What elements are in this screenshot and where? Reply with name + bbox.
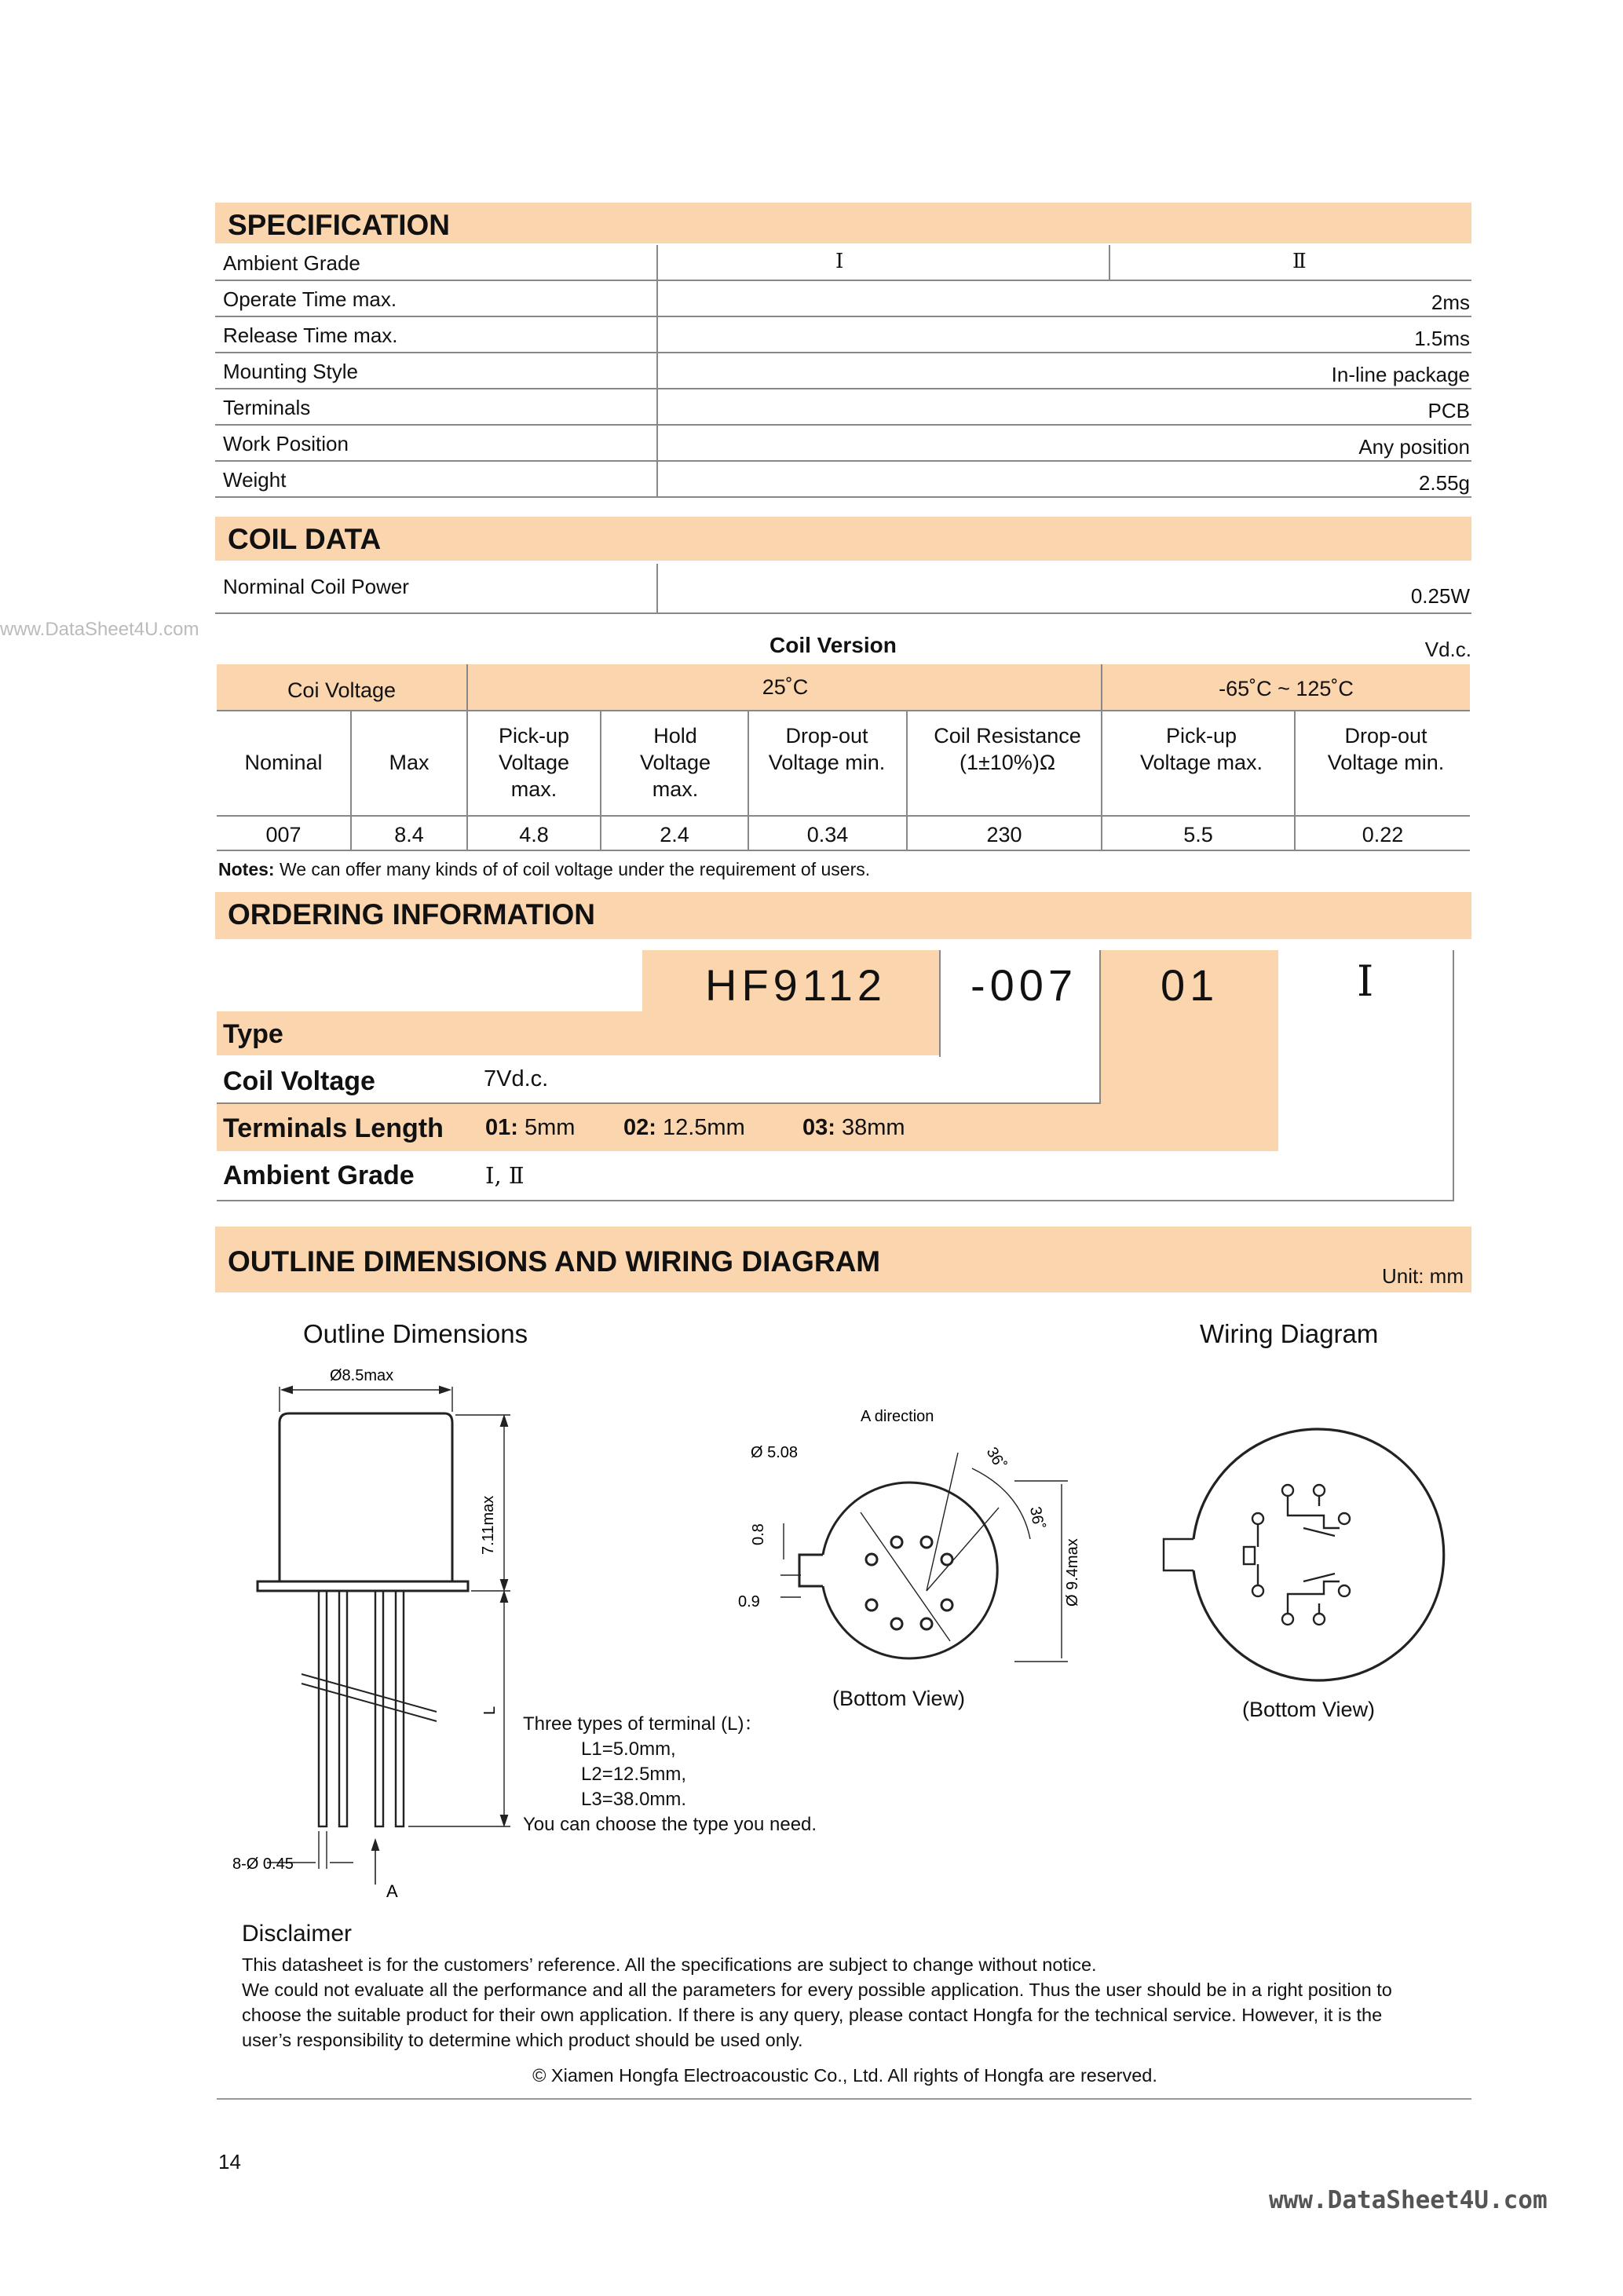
disclaimer-body xyxy=(242,1952,1467,2053)
spec-row xyxy=(215,426,1471,462)
option-value: 38mm xyxy=(835,1115,905,1140)
divider xyxy=(217,1200,1454,1201)
cell-dropout-range: 0.22 xyxy=(1362,823,1404,846)
terminal-types-note xyxy=(523,1712,817,1837)
coil-power-row xyxy=(215,564,1471,614)
disclaimer-line: This datasheet is for the customers’ reference. All the specifications are subject to change without notice. xyxy=(242,1954,1097,1975)
divider xyxy=(1453,950,1454,1201)
coil-data-title: COIL DATA xyxy=(228,523,382,555)
code-length: 01 xyxy=(1161,960,1219,1010)
outline-header xyxy=(215,1227,1471,1292)
terminal-types-line: You can choose the type you need. xyxy=(523,1814,817,1835)
spec-label: Mounting Style xyxy=(223,360,358,383)
spec-value: Any position xyxy=(1358,435,1470,459)
divider xyxy=(1101,664,1102,710)
divider xyxy=(217,710,1470,711)
divider xyxy=(656,564,658,612)
dim-pins: 8-Ø 0.45 xyxy=(232,1855,294,1873)
coil-power-label: Norminal Coil Power xyxy=(223,575,409,598)
coil-voltage-header: Coi Voltage xyxy=(287,678,397,702)
code-voltage: -007 xyxy=(971,960,1078,1010)
divider xyxy=(1109,245,1110,281)
term-option-01 xyxy=(485,1115,575,1141)
spec-row xyxy=(215,281,1471,317)
specification-title: SPECIFICATION xyxy=(228,209,450,241)
dim-diameter: Ø8.5max xyxy=(330,1367,394,1384)
terminal-types-line: Three types of terminal (L)： xyxy=(523,1713,763,1735)
page-number: 14 xyxy=(218,2150,241,2174)
coil-power-value: 0.25W xyxy=(1410,584,1470,608)
notes-text: We can offer many kinds of of coil voltage under the requirement of users. xyxy=(274,859,871,879)
dim-a: A xyxy=(386,1881,398,1900)
terminals-length-label: Terminals Length xyxy=(223,1113,444,1143)
cell-pickup-range: 5.5 xyxy=(1183,823,1213,846)
spec-grade-label: Ambient Grade xyxy=(223,251,360,275)
bv-08: 0.8 xyxy=(750,1523,767,1545)
spec-value: PCB xyxy=(1427,399,1470,422)
footer-divider xyxy=(217,2098,1471,2100)
bv-a-direction: A direction xyxy=(861,1408,934,1425)
term-option-03 xyxy=(802,1115,905,1141)
divider xyxy=(217,850,1470,851)
spec-grade-1: Ⅰ xyxy=(835,250,844,273)
spec-value: 2.55g xyxy=(1418,471,1470,495)
bottom-view-label-2: (Bottom View) xyxy=(1242,1698,1376,1721)
spec-row xyxy=(215,317,1471,353)
spec-grade-2: Ⅱ xyxy=(1292,250,1307,273)
terminal-types-line: L1=5.0mm, xyxy=(581,1738,676,1760)
divider xyxy=(466,664,468,710)
spec-row xyxy=(215,353,1471,389)
bv-09: 0.9 xyxy=(738,1593,760,1610)
notes-label: Notes: xyxy=(218,859,275,879)
specification-header xyxy=(215,203,1471,243)
code-grade: Ⅰ xyxy=(1357,956,1374,1006)
watermark-left: www.DataSheet4U.com xyxy=(0,619,199,640)
spec-row xyxy=(215,462,1471,498)
option-value: 5mm xyxy=(517,1115,576,1140)
disclaimer-line: We could not evaluate all the performance and all the parameters for every possible application. Thus the user should be in a right position to xyxy=(242,1980,1392,2000)
outline-dimensions-title: Outline Dimensions xyxy=(303,1319,528,1348)
col-nominal: Nominal xyxy=(244,751,323,774)
divider xyxy=(1099,950,1101,1104)
divider xyxy=(217,1102,1101,1104)
bv-36b: 36˚ xyxy=(1026,1505,1047,1531)
spec-label: Terminals xyxy=(223,396,311,419)
spec-row-grade xyxy=(215,245,1471,281)
coil-version-unit: Vd.c. xyxy=(1424,638,1471,661)
ordering-title: ORDERING INFORMATION xyxy=(228,898,595,930)
bv-36a: 36˚ xyxy=(982,1444,1010,1473)
code-hf9112: HF9112 xyxy=(705,960,887,1010)
cell-max: 8.4 xyxy=(394,823,424,846)
option-key: 02: xyxy=(623,1115,656,1140)
watermark-bottom: www.DataSheet4U.com xyxy=(1269,2186,1548,2214)
spec-value: In-line package xyxy=(1331,363,1470,386)
bv-94: Ø 9.4max xyxy=(1064,1538,1081,1607)
cell-pickup: 4.8 xyxy=(519,823,549,846)
wiring-diagram-title: Wiring Diagram xyxy=(1200,1319,1379,1348)
col-dropout-range: Drop-out Voltage min. xyxy=(1327,724,1445,774)
col-hold: Hold Voltage max. xyxy=(639,724,711,801)
cell-resistance: 230 xyxy=(986,823,1022,846)
col-pickup: Pick-up Voltage max. xyxy=(498,724,570,801)
wiring-diagram xyxy=(1146,1413,1460,1696)
col-dropout: Drop-out Voltage min. xyxy=(768,724,886,774)
term-option-02 xyxy=(623,1115,745,1141)
temp-range-header: -65˚C ~ 125˚C xyxy=(1219,677,1354,700)
coil-notes xyxy=(218,859,870,880)
cell-nominal: 007 xyxy=(265,823,302,846)
col-resistance: Coil Resistance (1±10%)Ω xyxy=(934,724,1081,774)
divider xyxy=(656,245,658,498)
dim-l: L xyxy=(481,1706,499,1715)
unit-label: Unit: mm xyxy=(1382,1264,1464,1288)
bottom-view-label-1: (Bottom View) xyxy=(832,1687,966,1710)
ordering-header xyxy=(215,892,1471,939)
spec-label: Weight xyxy=(223,468,287,492)
dim-height: 7.11max xyxy=(480,1495,497,1555)
divider xyxy=(217,815,1470,817)
spec-value: 1.5ms xyxy=(1414,327,1470,350)
coil-data-header xyxy=(215,517,1471,561)
spec-label: Operate Time max. xyxy=(223,287,397,311)
copyright: © Xiamen Hongfa Electroacoustic Co., Ltd. All rights of Hongfa are reserved. xyxy=(532,2065,1157,2086)
disclaimer-line: choose the suitable product for their own application. If there is any query, please contact Hongfa for the technical service. However, it is the xyxy=(242,2005,1383,2025)
col-pickup-range: Pick-up Voltage max. xyxy=(1139,724,1263,774)
ambient-grade-label: Ambient Grade xyxy=(223,1161,415,1190)
bottom-view-drawing xyxy=(722,1406,1115,1720)
ambient-grade-value: Ⅰ, Ⅱ xyxy=(485,1162,525,1189)
side-view-drawing xyxy=(220,1366,550,1900)
disclaimer-line: user’s responsibility to determine which product should be used only. xyxy=(242,2030,803,2050)
option-key: 01: xyxy=(485,1115,518,1140)
coil-voltage-value: 7Vd.c. xyxy=(484,1066,549,1091)
type-bar xyxy=(217,1011,939,1055)
cell-dropout: 0.34 xyxy=(806,823,849,846)
spec-value: 2ms xyxy=(1431,291,1470,314)
option-key: 03: xyxy=(802,1115,835,1140)
divider xyxy=(939,950,941,1057)
coil-version-title: Coil Version xyxy=(769,633,897,657)
cell-hold: 2.4 xyxy=(660,823,689,846)
type-label: Type xyxy=(223,1019,283,1049)
terminal-types-line: L3=38.0mm. xyxy=(581,1789,687,1810)
coil-voltage-label: Coil Voltage xyxy=(223,1066,375,1096)
spec-row xyxy=(215,389,1471,426)
col-max: Max xyxy=(389,751,430,774)
spec-label: Release Time max. xyxy=(223,324,398,347)
bv-pitch: Ø 5.08 xyxy=(751,1444,799,1461)
spec-label: Work Position xyxy=(223,432,349,455)
outline-title: OUTLINE DIMENSIONS AND WIRING DIAGRAM xyxy=(228,1245,881,1278)
disclaimer-title: Disclaimer xyxy=(242,1921,353,1947)
option-value: 12.5mm xyxy=(656,1115,745,1140)
terminal-types-line: L2=12.5mm, xyxy=(581,1764,687,1785)
temp-25c-header: 25˚C xyxy=(762,675,809,699)
